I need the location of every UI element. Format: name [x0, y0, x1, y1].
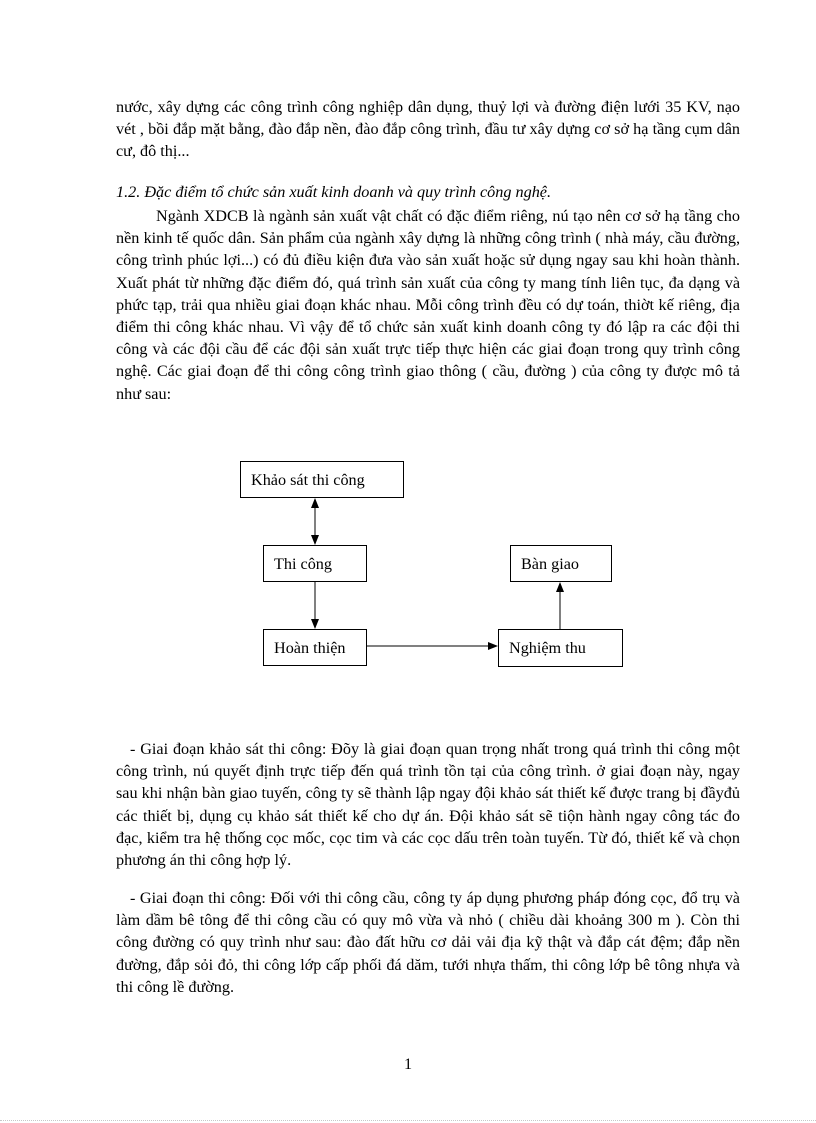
page-bottom-divider: [0, 1120, 816, 1121]
construction-stage-paragraph: - Giai đoạn thi công: Đối với thi công cầu, công ty áp dụng phương pháp đóng cọc, đổ trụ và làm dầm bê tông để thi công cầu có quy mô vừa và nhỏ ( chiều dài khoảng 300 m ). Còn thi công đường có quy trình như sau: đào đất hữu cơ dải vải địa kỹ thật và đắp cát đệm; đắp nền đường, đắp sỏi đỏ, thi công lớp cấp phối đá dăm, tưới nhựa thấm, thi công lớp bê tông nhựa và thi công lề đường.: [116, 889, 740, 996]
diagram-box-survey: Khảo sát thi công: [240, 461, 404, 498]
survey-stage-paragraph: - Giai đoạn khảo sát thi công: Đõy là giai đoạn quan trọng nhất trong quá trình thi công một công trình, nú quyết định trực tiếp đến quá trình tồn tại của công trình. ở giai đoạn này, ngay sau khi nhận bàn giao tuyến, công ty sẽ thành lập ngay đội khảo sát thiết kế được trang bị đầyđủ các thiết bị, dụng cụ khảo sát thiết kế cho dự án. Đội khảo sát sẽ tiộn hành ngay công tác đo đạc, kiểm tra hệ thống cọc mốc, cọc tim và các cọc dấu trên toàn tuyến. Từ đó, thiết kế và chọn phương án thi công hợp lý.: [116, 740, 740, 870]
diagram-box-completion: Hoàn thiện: [263, 629, 367, 666]
page-number: 1: [403, 1055, 413, 1073]
main-paragraph: Ngành XDCB là ngành sản xuất vật chất có đặc điểm riêng, nú tạo nên cơ sở hạ tầng cho nền kinh tế quốc dân. Sản phẩm của ngành xây dựng là những công trình ( nhà máy, cầu đường, công trình phúc lợi...) có đủ điều kiện đưa vào sản xuất hoặc sử dụng ngay sau khi hoàn thành. Xuất phát từ những đặc điểm đó, quá trình sản xuất của công ty mang tính liên tục, đa dạng và phức tạp, trải qua nhiều giai đoạn khác nhau. Mỗi công trình đều có dự toán, thiờt kế riêng, địa điểm thi công khác nhau. Vì vậy để tổ chức sản xuất kinh doanh công ty đó lập ra các đội thi công và các đội cầu để các đội sản xuất trực tiếp thực hiện các giai đoạn trong quy trình công nghệ. Các giai đoạn để thi công công trình giao thông ( cầu, đường ) của công ty được mô tả như sau:: [116, 207, 740, 403]
diagram-box-construction: Thi công: [263, 545, 367, 582]
section-heading: 1.2. Đặc điểm tổ chức sản xuất kinh doanh và quy trình công nghệ.: [116, 183, 552, 201]
diagram-box-handover: Bàn giao: [510, 545, 612, 582]
diagram-box-acceptance: Nghiệm thu: [498, 629, 623, 667]
intro-paragraph: nước, xây dựng các công trình công nghiệp dân dụng, thuỷ lợi và đường điện lưới 35 KV, nạo vét , bồi đắp mặt bằng, đào đắp nền, đào đắp công trình, đầu tư xây dựng cơ sở hạ tầng cụm dân cư, đô thị...: [116, 98, 740, 161]
